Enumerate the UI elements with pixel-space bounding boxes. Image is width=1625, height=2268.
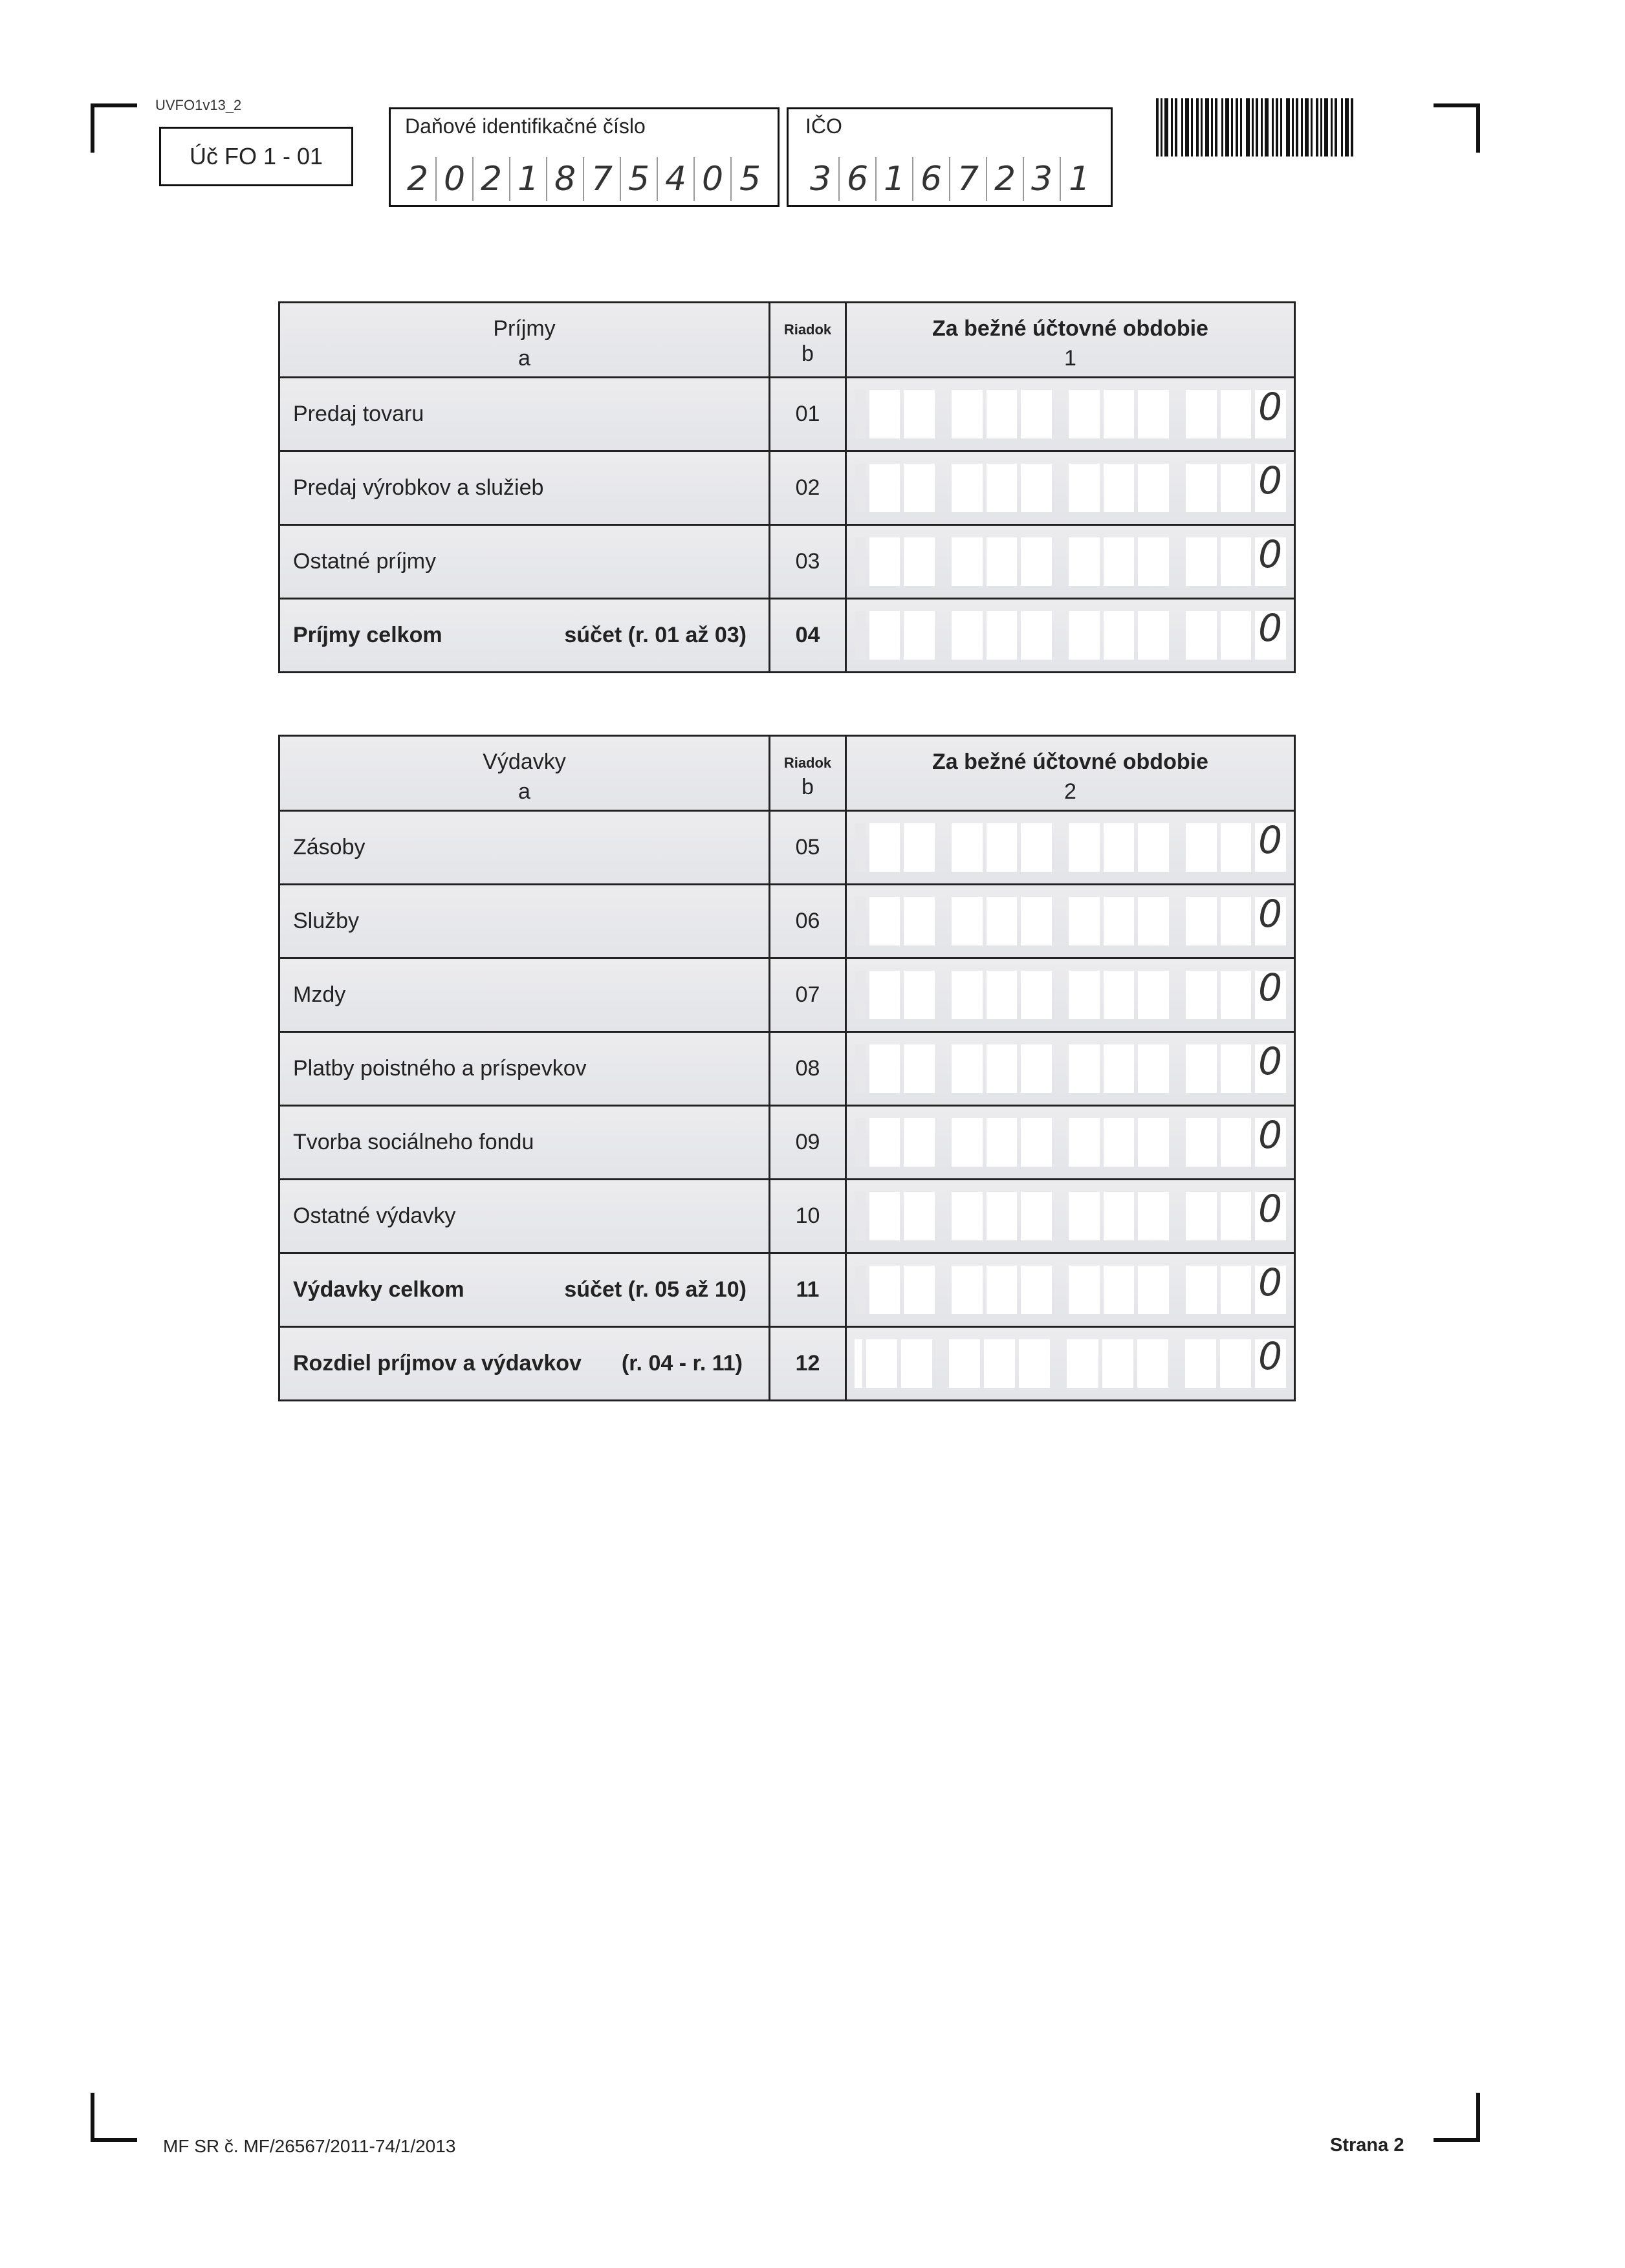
corner-mark-bottom-right <box>1434 2138 1480 2142</box>
expenses-header-title <box>279 736 770 811</box>
income-row-value-cell[interactable] <box>846 525 1295 599</box>
income-row-num: 02 <box>770 451 846 525</box>
form-code: UVFO1v13_2 <box>155 97 242 113</box>
ico-digit[interactable]: 1 <box>1068 160 1091 199</box>
dic-digit[interactable]: 4 <box>658 157 695 201</box>
corner-mark-bottom-left <box>91 2093 94 2142</box>
ico-label: IČO <box>805 114 842 138</box>
expenses-row-num: 07 <box>770 958 846 1032</box>
expenses-row-value-cell[interactable] <box>846 958 1295 1032</box>
income-total-formula: súčet (r. 01 až 03) <box>564 623 747 647</box>
expenses-row-value: 0 <box>1258 1039 1283 1083</box>
expenses-row-value: 0 <box>1258 1260 1283 1304</box>
dic-digit[interactable]: 1 <box>510 157 547 201</box>
period-label: Za bežné účtovné obdobie <box>932 316 1208 341</box>
corner-mark-top-left <box>91 103 137 107</box>
expenses-row-value: 0 <box>1258 1113 1283 1157</box>
ico-digit[interactable]: 3 <box>803 157 840 201</box>
expenses-total-formula: súčet (r. 05 až 10) <box>564 1277 747 1302</box>
expenses-row-label: Zásoby <box>279 811 770 885</box>
income-row-value: 0 <box>1258 606 1283 650</box>
income-total-label <box>279 599 770 673</box>
form-type: Úč FO 1 - 01 <box>189 143 323 169</box>
difference-value: 0 <box>1258 1334 1283 1378</box>
expenses-header-riadok <box>770 736 846 811</box>
income-row-value: 0 <box>1258 532 1283 576</box>
income-row-value-cell[interactable] <box>846 451 1295 525</box>
income-col-a: a <box>518 345 530 371</box>
expenses-row-value: 0 <box>1258 818 1283 862</box>
expenses-row-value-cell[interactable] <box>846 1106 1295 1180</box>
expenses-row-num: 11 <box>770 1253 846 1327</box>
expenses-row-label: Tvorba sociálneho fondu <box>279 1106 770 1180</box>
income-row-label: Predaj tovaru <box>279 378 770 451</box>
riadok-label: Riadok <box>783 754 832 771</box>
dic-digit[interactable]: 2 <box>400 157 437 201</box>
expenses-row-value-cell[interactable] <box>846 1032 1295 1106</box>
income-row-num: 01 <box>770 378 846 451</box>
difference-label <box>279 1327 770 1401</box>
ico-digit[interactable]: 1 <box>877 157 913 201</box>
dic-box <box>389 107 780 207</box>
corner-mark-top-right <box>1476 103 1480 153</box>
riadok-col-b: b <box>802 341 814 366</box>
form-type-box <box>159 127 353 186</box>
expenses-total-label <box>279 1253 770 1327</box>
ico-digit[interactable]: 6 <box>913 157 950 201</box>
corner-mark-bottom-left <box>91 2138 137 2142</box>
expenses-row-label: Ostatné výdavky <box>279 1180 770 1253</box>
dic-digit[interactable]: 8 <box>547 157 584 201</box>
income-row-value: 0 <box>1258 459 1283 502</box>
income-row-value-cell[interactable] <box>846 599 1295 673</box>
expenses-col-a: a <box>518 779 530 804</box>
period-col: 2 <box>1064 779 1076 804</box>
income-row-label: Predaj výrobkov a služieb <box>279 451 770 525</box>
ico-box <box>787 107 1113 207</box>
ico-digit[interactable]: 3 <box>1024 157 1061 201</box>
footer-reference: MF SR č. MF/26567/2011-74/1/2013 <box>163 2136 456 2156</box>
expenses-row-value-cell[interactable] <box>846 885 1295 958</box>
expenses-row-value-cell[interactable] <box>846 1180 1295 1253</box>
expenses-row-value: 0 <box>1258 1187 1283 1231</box>
dic-digits <box>400 157 769 201</box>
corner-mark-top-left <box>91 103 94 153</box>
expenses-row-label: Služby <box>279 885 770 958</box>
dic-digit[interactable]: 0 <box>437 157 474 201</box>
riadok-col-b: b <box>802 774 814 799</box>
ico-digits <box>803 157 1098 201</box>
page-number: Strana 2 <box>1330 2135 1404 2155</box>
expenses-title: Výdavky <box>483 749 566 774</box>
difference-value-cell[interactable] <box>846 1327 1295 1401</box>
dic-digit[interactable]: 2 <box>474 157 510 201</box>
expenses-row-num: 06 <box>770 885 846 958</box>
income-header-riadok <box>770 303 846 378</box>
difference-text: Rozdiel príjmov a výdavkov <box>293 1351 582 1376</box>
ico-digit[interactable]: 2 <box>987 157 1024 201</box>
income-total-text: Príjmy celkom <box>293 623 442 647</box>
dic-digit[interactable]: 5 <box>739 160 761 199</box>
expenses-row-label: Mzdy <box>279 958 770 1032</box>
income-header-period <box>846 303 1295 378</box>
expenses-row-num: 05 <box>770 811 846 885</box>
expenses-row-value-cell[interactable] <box>846 811 1295 885</box>
expenses-row-label: Platby poistného a príspevkov <box>279 1032 770 1106</box>
expenses-row-value: 0 <box>1258 892 1283 936</box>
expenses-row-num: 12 <box>770 1327 846 1401</box>
income-header-title <box>279 303 770 378</box>
income-row-value: 0 <box>1258 385 1283 429</box>
difference-formula: (r. 04 - r. 11) <box>621 1351 743 1376</box>
dic-digit[interactable]: 0 <box>695 157 732 201</box>
barcode <box>1156 98 1390 157</box>
income-row-value-cell[interactable] <box>846 378 1295 451</box>
dic-digit[interactable]: 5 <box>621 157 658 201</box>
period-label: Za bežné účtovné obdobie <box>932 749 1208 774</box>
dic-digit[interactable]: 7 <box>584 157 621 201</box>
expenses-total-text: Výdavky celkom <box>293 1277 464 1302</box>
income-row-num: 04 <box>770 599 846 673</box>
income-row-num: 03 <box>770 525 846 599</box>
dic-label: Daňové identifikačné číslo <box>405 114 646 138</box>
expenses-row-num: 10 <box>770 1180 846 1253</box>
income-table <box>278 301 1296 673</box>
income-title: Príjmy <box>493 316 556 341</box>
ico-digit[interactable]: 7 <box>950 157 987 201</box>
expenses-row-num: 08 <box>770 1032 846 1106</box>
expenses-header-period <box>846 736 1295 811</box>
corner-mark-top-right <box>1434 103 1480 107</box>
riadok-label: Riadok <box>783 321 832 338</box>
period-col: 1 <box>1064 345 1076 371</box>
income-row-label: Ostatné príjmy <box>279 525 770 599</box>
ico-digit[interactable]: 6 <box>840 157 877 201</box>
expenses-row-num: 09 <box>770 1106 846 1180</box>
expenses-table <box>278 735 1296 1401</box>
expenses-row-value-cell[interactable] <box>846 1253 1295 1327</box>
expenses-row-value: 0 <box>1258 966 1283 1010</box>
corner-mark-bottom-right <box>1476 2093 1480 2142</box>
